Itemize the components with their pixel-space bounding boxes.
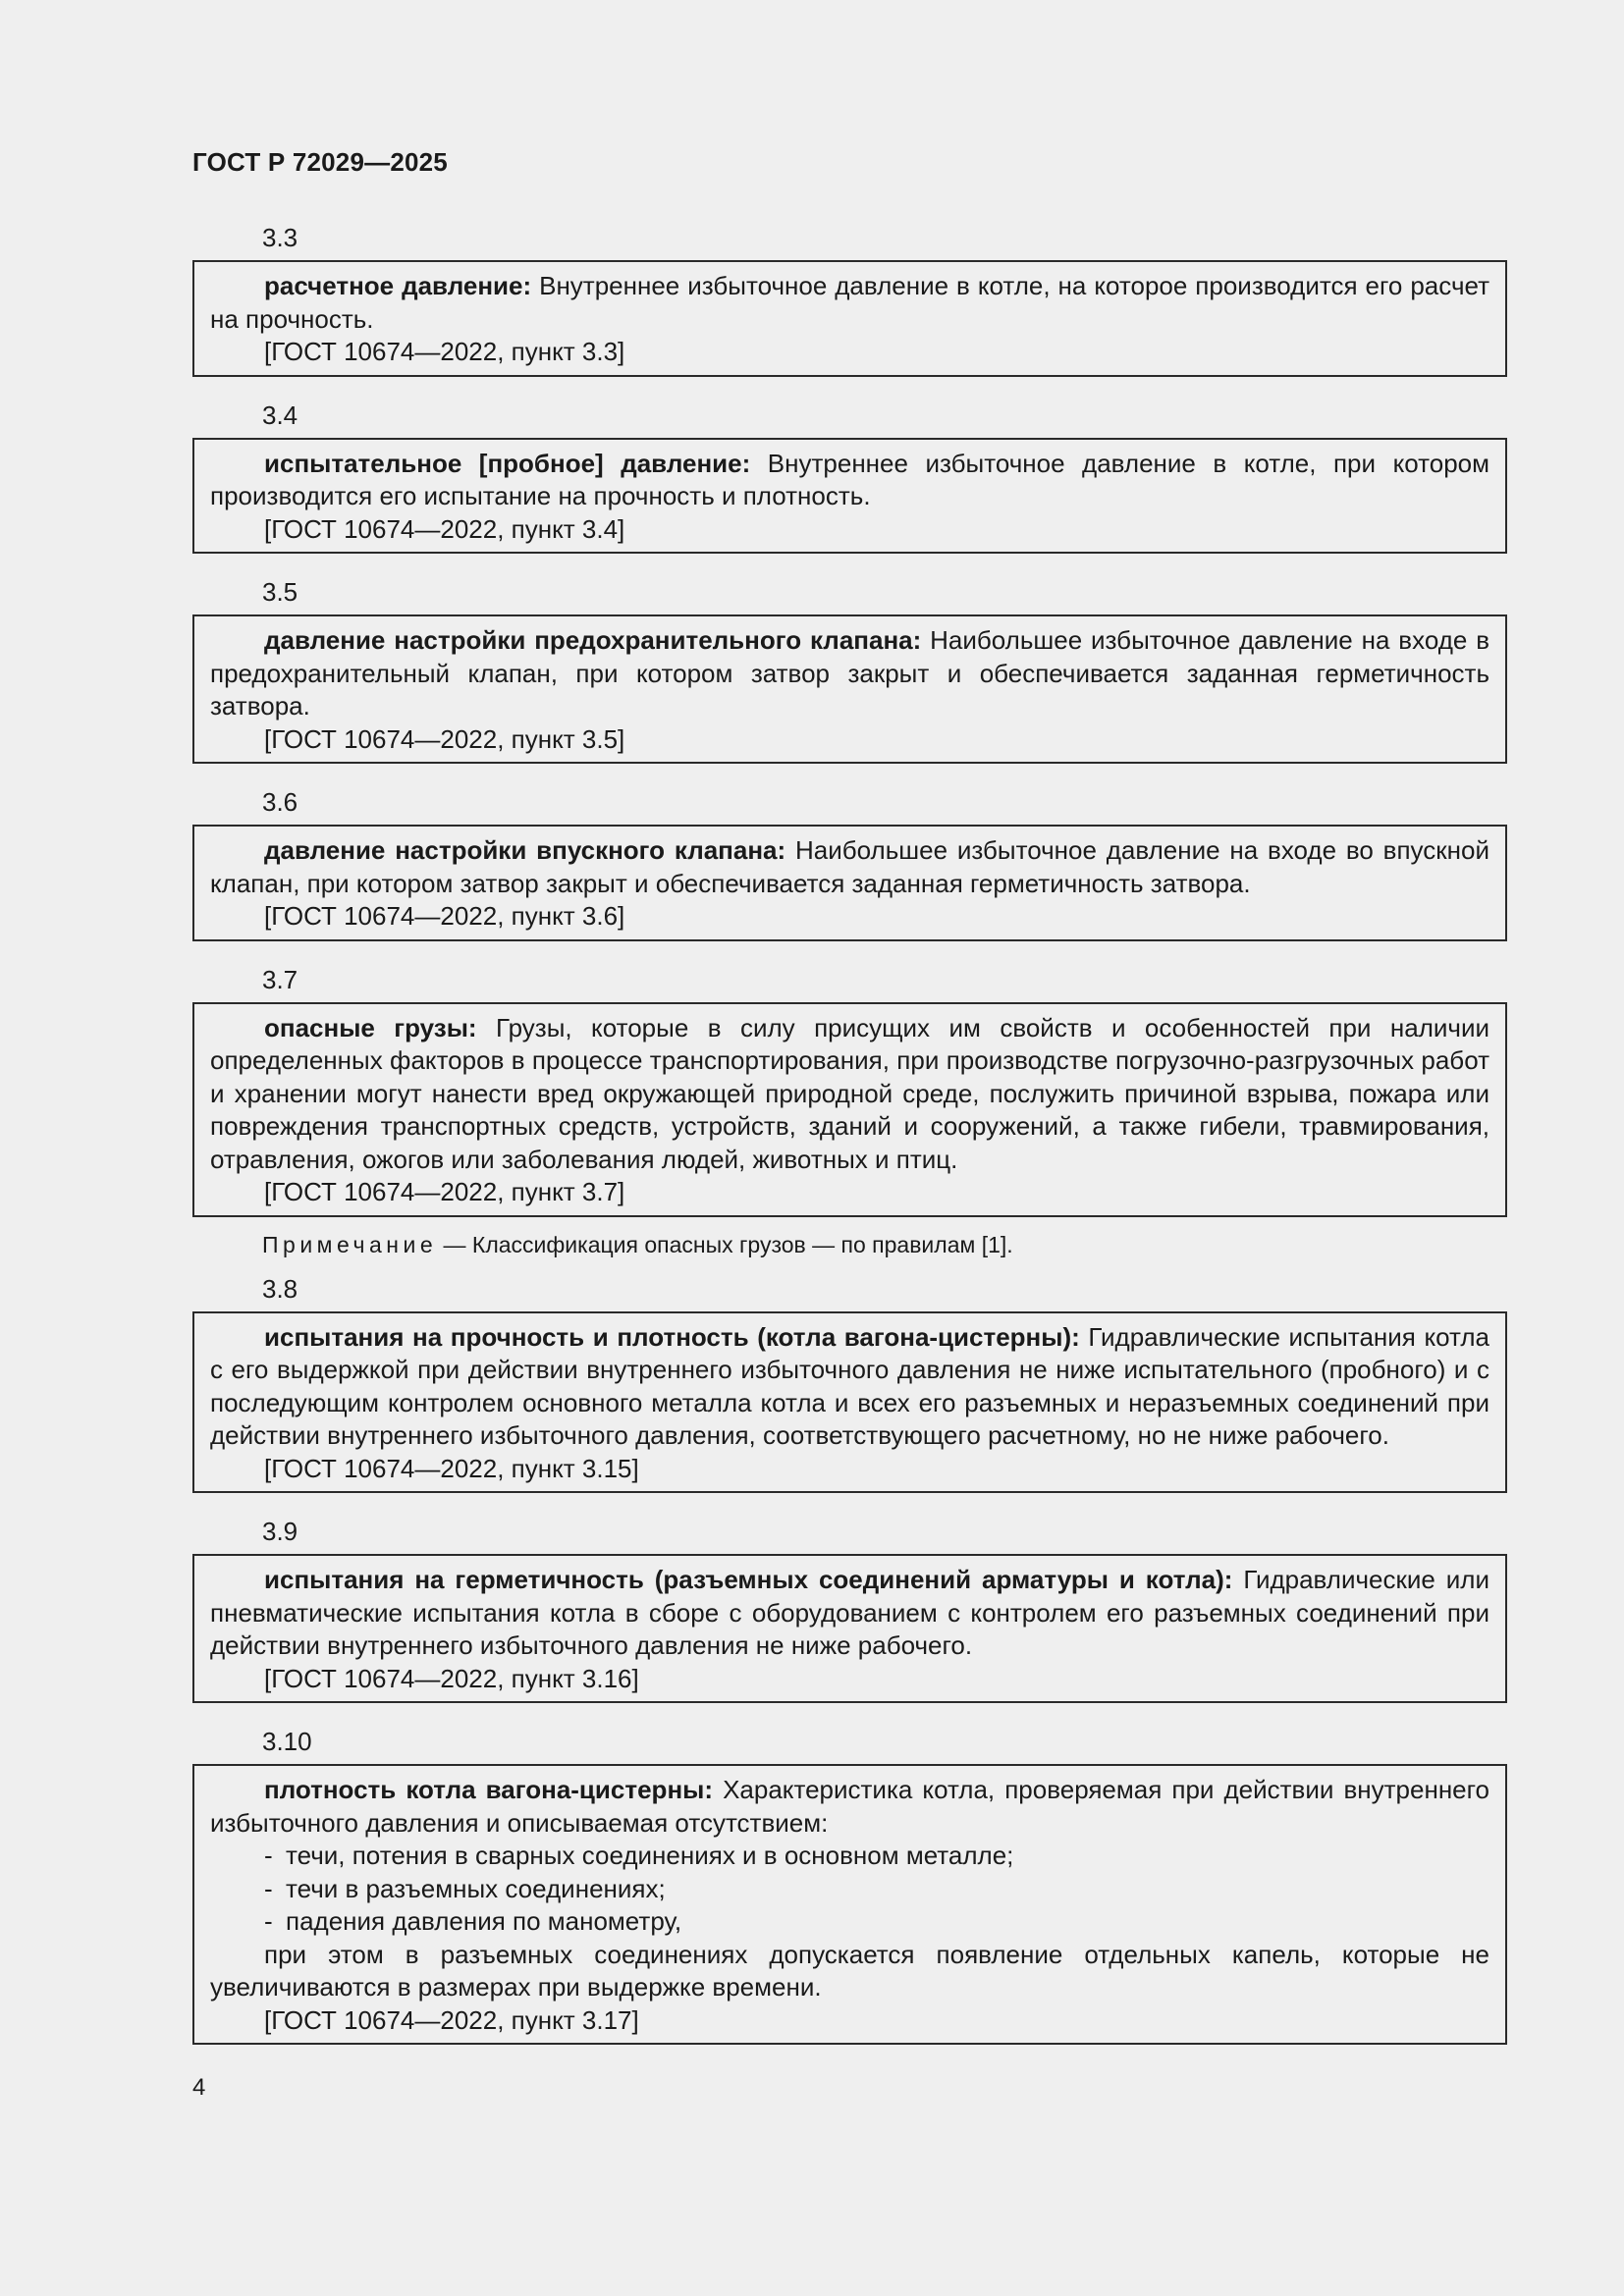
term-reference: [ГОСТ 10674—2022, пункт 3.5]: [264, 723, 625, 754]
term-name: опасные грузы:: [264, 1012, 477, 1042]
term-number: 3.3: [262, 223, 298, 252]
term-number: 3.9: [262, 1517, 298, 1546]
term-reference: [ГОСТ 10674—2022, пункт 3.16]: [264, 1663, 639, 1693]
term-name: плотность котла вагона-цистерны:: [264, 1775, 714, 1804]
term-definition-box: [192, 1554, 1507, 1703]
term-name: испытания на герметичность (разъемных соединений арматуры и котла):: [264, 1565, 1233, 1594]
term-definition: Наибольшее избыточное давление на входе в предохранительный клапан, при котором затвор закрыт и обеспечивается заданная герметичность затвора.: [210, 625, 1490, 721]
dash-bullet: -: [264, 1873, 273, 1903]
term-definition-box: [192, 614, 1507, 764]
term-paragraph: [210, 270, 1489, 336]
term-name: расчетное давление:: [264, 271, 532, 300]
term-reference: [ГОСТ 10674—2022, пункт 3.17]: [264, 2004, 639, 2035]
term-definition: Внутреннее избыточное давление в котле, при котором производится его испытание на прочность и плотность.: [210, 448, 1489, 510]
term-number: 3.5: [262, 577, 298, 607]
list-item: [210, 1840, 1489, 1873]
list-item-text: течи в разъемных соединениях;: [286, 1873, 666, 1903]
note: [192, 1229, 1507, 1260]
definition-continuation: при этом в разъемных соединениях допускается появление отдельных капель, которые не увеличиваются в размерах при выдержке времени.: [210, 1939, 1489, 2002]
list-item: [210, 1873, 1489, 1906]
note-text: — Классификация опасных грузов — по правилам [1].: [437, 1231, 1013, 1257]
list-item-text: течи, потения в сварных соединениях и в основном металле;: [286, 1841, 1014, 1870]
term-paragraph: [210, 1774, 1489, 1840]
term-definition: Внутреннее избыточное давление в котле, на которое производится его расчет на прочность.: [210, 271, 1489, 334]
term-number: 3.7: [262, 964, 298, 994]
term-reference: [ГОСТ 10674—2022, пункт 3.4]: [264, 513, 625, 544]
document-header: ГОСТ Р 72029—2025: [192, 147, 448, 177]
term-paragraph: [210, 1012, 1489, 1177]
note-label: Примечание: [262, 1231, 438, 1257]
term-paragraph: [210, 448, 1489, 513]
list-item: [210, 1905, 1489, 1939]
term-number: 3.8: [262, 1273, 298, 1304]
term-name: давление настройки предохранительного клапана:: [264, 625, 922, 655]
page-number: 4: [192, 2074, 206, 2101]
dash-bullet: -: [264, 1906, 273, 1936]
terms-section: [192, 221, 1507, 2066]
term-definition-box: [192, 1311, 1507, 1494]
term-number: 3.4: [262, 400, 298, 430]
term-definition: Гидравлические или пневматические испытания котла в сборе с оборудованием с контролем его разъемных соединений при действии внутреннего избыточного давления не ниже рабочего.: [210, 1565, 1489, 1660]
term-reference: [ГОСТ 10674—2022, пункт 3.6]: [264, 901, 625, 931]
term-number: 3.10: [262, 1727, 312, 1756]
term-reference: [ГОСТ 10674—2022, пункт 3.3]: [264, 337, 625, 366]
term-definition: Грузы, которые в силу присущих им свойств и особенностей при наличии определенных факторов в процессе транспортирования, при производстве погрузочно-разгрузочных работ и хранении могут нанести вред окружающей природной среде, послужить причиной взрыва, пожара или повреждения транспортных средств, устройств, зданий и сооружений, а также гибели, травмирования, отравления, ожогов или заболевания людей, животных и птиц.: [210, 1012, 1489, 1174]
term-definition: Характеристика котла, проверяемая при действии внутреннего избыточного давления и описываемая отсутствием:: [210, 1775, 1490, 1838]
dash-bullet: -: [264, 1841, 273, 1870]
term-paragraph: [210, 624, 1489, 723]
term-definition: Наибольшее избыточное давление на входе во впускной клапан, при котором затвор закрыт и обеспечивается заданная герметичность затвора.: [210, 835, 1489, 898]
term-definition-box: [192, 1764, 1507, 2045]
term-definition-box: [192, 1002, 1507, 1217]
term-definition-box: [192, 825, 1507, 941]
term-number: 3.6: [262, 787, 298, 817]
term-definition-box: [192, 260, 1507, 377]
term-reference: [ГОСТ 10674—2022, пункт 3.15]: [264, 1453, 639, 1483]
term-name: испытания на прочность и плотность (котла вагона-цистерны):: [264, 1321, 1080, 1352]
term-reference: [ГОСТ 10674—2022, пункт 3.7]: [264, 1177, 625, 1206]
term-name: испытательное [пробное] давление:: [264, 448, 751, 478]
term-paragraph: [210, 1321, 1489, 1453]
term-paragraph: [210, 1564, 1489, 1663]
term-definition-box: [192, 438, 1507, 555]
list-item-text: падения давления по манометру,: [286, 1906, 682, 1936]
term-name: давление настройки впускного клапана:: [264, 835, 786, 865]
term-paragraph: [210, 834, 1489, 900]
term-definition: Гидравлические испытания котла с его выдержкой при действии внутреннего избыточного давления не ниже испытательного (пробного) и с последующим контролем основного металла котла и всех его разъемных и неразъемных соединений при действии внутреннего избыточного давления, соответствующего расчетному, но не ниже рабочего.: [210, 1321, 1489, 1450]
